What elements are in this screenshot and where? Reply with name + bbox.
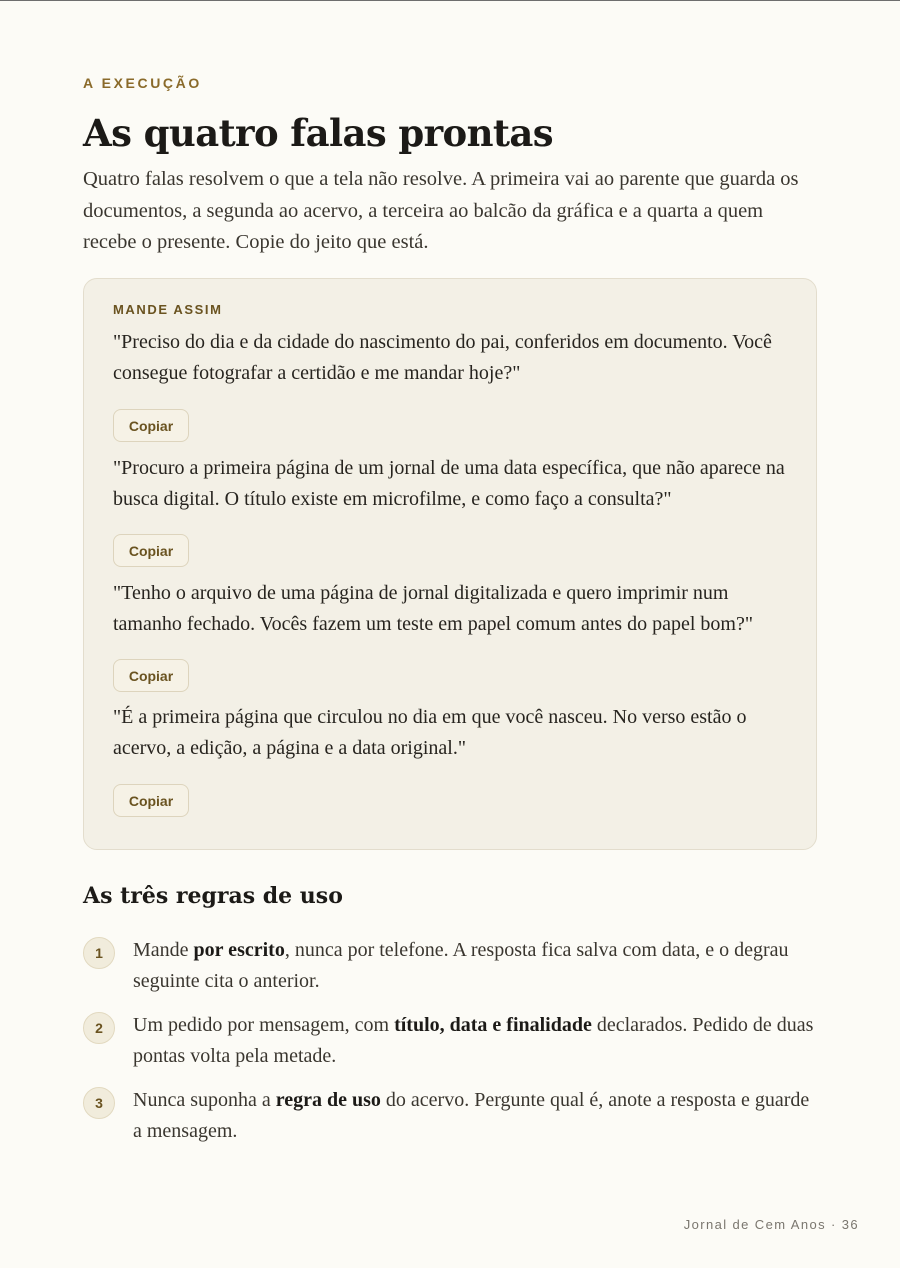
page-footer: Jornal de Cem Anos · 36 [683, 1217, 859, 1232]
quote-relative: "Preciso do dia e da cidade do nascimento do pai, conferidos em documento. Você consegue fotografar a certidão e me mandar hoje?" [113, 331, 772, 384]
rules-title: As três regras de uso [83, 883, 343, 909]
rule-emphasis: regra de uso [275, 1089, 381, 1111]
quote-print-shop: "Tenho o arquivo de uma página de jornal digitalizada e quero imprimir num tamanho fechado. Vocês fazem um teste em papel comum antes do papel bom?" [113, 582, 753, 635]
copy-button-archive[interactable]: Copiar [113, 534, 189, 567]
rule-number-badge: 2 [83, 1012, 115, 1044]
rule-text: Um pedido por mensagem, com título, data e finalidade declarados. Pedido de duas pontas volta pela metade. [133, 1014, 814, 1067]
message-templates-card [83, 278, 817, 850]
quote-recipient: "É a primeira página que circulou no dia em que você nasceu. No verso estão o acervo, a edição, a página e a data original." [113, 706, 747, 759]
rule-emphasis: por escrito [193, 939, 285, 961]
copy-button-print-shop[interactable]: Copiar [113, 659, 189, 692]
rule-text: Nunca suponha a regra de uso do acervo. Pergunte qual é, anote a resposta e guarde a mensagem. [133, 1089, 810, 1142]
rule-text: Mande por escrito, nunca por telefone. A resposta fica salva com data, e o degrau seguinte cita o anterior. [133, 939, 789, 992]
page-title: As quatro falas prontas [83, 111, 553, 155]
copy-button-relative[interactable]: Copiar [113, 409, 189, 442]
rule-number-badge: 1 [83, 937, 115, 969]
card-label: MANDE ASSIM [113, 302, 223, 317]
quote-archive: "Procuro a primeira página de um jornal de uma data específica, que não aparece na busca digital. O título existe em microfilme, e como faço a consulta?" [113, 457, 785, 510]
section-eyebrow: A EXECUÇÃO [83, 75, 202, 91]
copy-button-recipient[interactable]: Copiar [113, 784, 189, 817]
intro-paragraph: Quatro falas resolvem o que a tela não resolve. A primeira vai ao parente que guarda os documentos, a segunda ao acervo, a terceira ao balcão da gráfica e a quarta a quem recebe o presente. Copie do jeito que está. [83, 168, 799, 253]
rule-emphasis: título, data e finalidade [394, 1014, 592, 1036]
rule-number-badge: 3 [83, 1087, 115, 1119]
